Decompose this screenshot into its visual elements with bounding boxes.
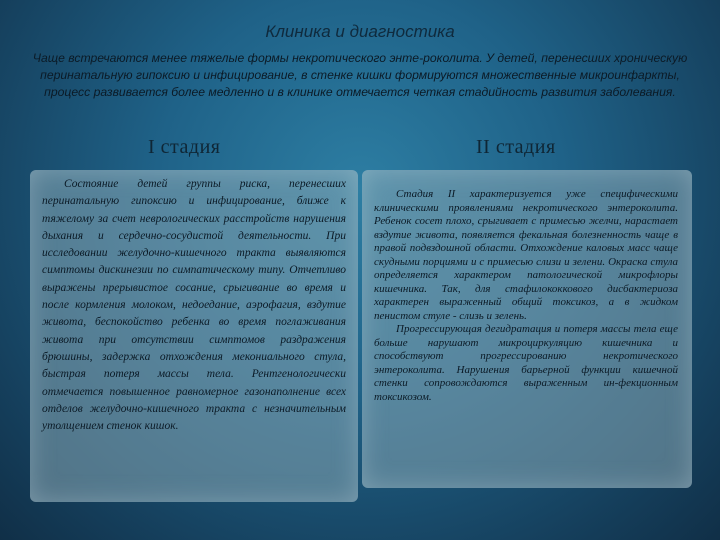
stage-2-text <box>374 188 678 404</box>
stage-1-panel <box>30 170 358 502</box>
stage-2-heading: II стадия <box>476 136 556 158</box>
stage-1-paragraph: Состояние детей группы риска, перенесших перинатальную гипоксию и инфицирование, ближе к тяжелому за счет неврологических расстройств нарушения дыхания и сердечно-сосудистой деятельности. При исследовании желудочно-кишечного тракта выявляются симптомы дискинезии по симпатическому типу. Отчетливо выражены прерывистое сосание, срыгивание во время и после кормления молоком, недоедание, аэрофагия, вздутие живота, беспокойство ребенка во время поглаживания живота при отсутствии симптомов раздражения брюшины, задержка отхождения мекониального стула, быстрая потеря массы тела. Рентгенологически отмечается повышенное равномерное газонаполнение всех отделов желудочно-кишечного тракта с незначительным утолщением стенок кишок. <box>42 178 346 433</box>
stage-2-paragraph: Стадия II характеризуется уже специфическими клиническими проявлениями некротического энтероколита. Ребенок сосет плохо, срыгивает с примесью желчи, нарастает вздутие живота, появляется фекальная болезненность чаще в правой подвздошной области. Отхождение каловых масс чаще скудными порциями и с примесью слизи и зелени. Окраска стула определяется характером патологической микрофлоры кишечника. Так, для стафилококкового дисбактериоза характерен выраженный общий токсикоз, а в жидком пенистом стуле - слизь и зелень. <box>374 188 678 322</box>
stage-1-heading: I стадия <box>148 136 221 158</box>
stage-2-paragraph: Прогрессирующая дегидратация и потеря массы тела еще больше нарушают микроциркуляцию кишечника и способствуют прогрессированию некротического энтероколита. Нарушения барьерной функции кишечной стенки сопровождаются выраженным ин-фекционным токсикозом. <box>374 323 678 403</box>
slide-title: Клиника и диагностика <box>265 22 455 41</box>
intro-paragraph: Чаще встречаются менее тяжелые формы некротического энте-роколита. У детей, перенесших хроническую перинатальную гипоксию и инфицирование, в стенке кишки формируются множественные микроинфаркты, процесс развивается более медленно и в клинике отмечается четкая стадийность развития заболевания. <box>32 51 688 99</box>
stage-1-text <box>42 176 346 435</box>
stage-2-panel <box>362 170 692 488</box>
